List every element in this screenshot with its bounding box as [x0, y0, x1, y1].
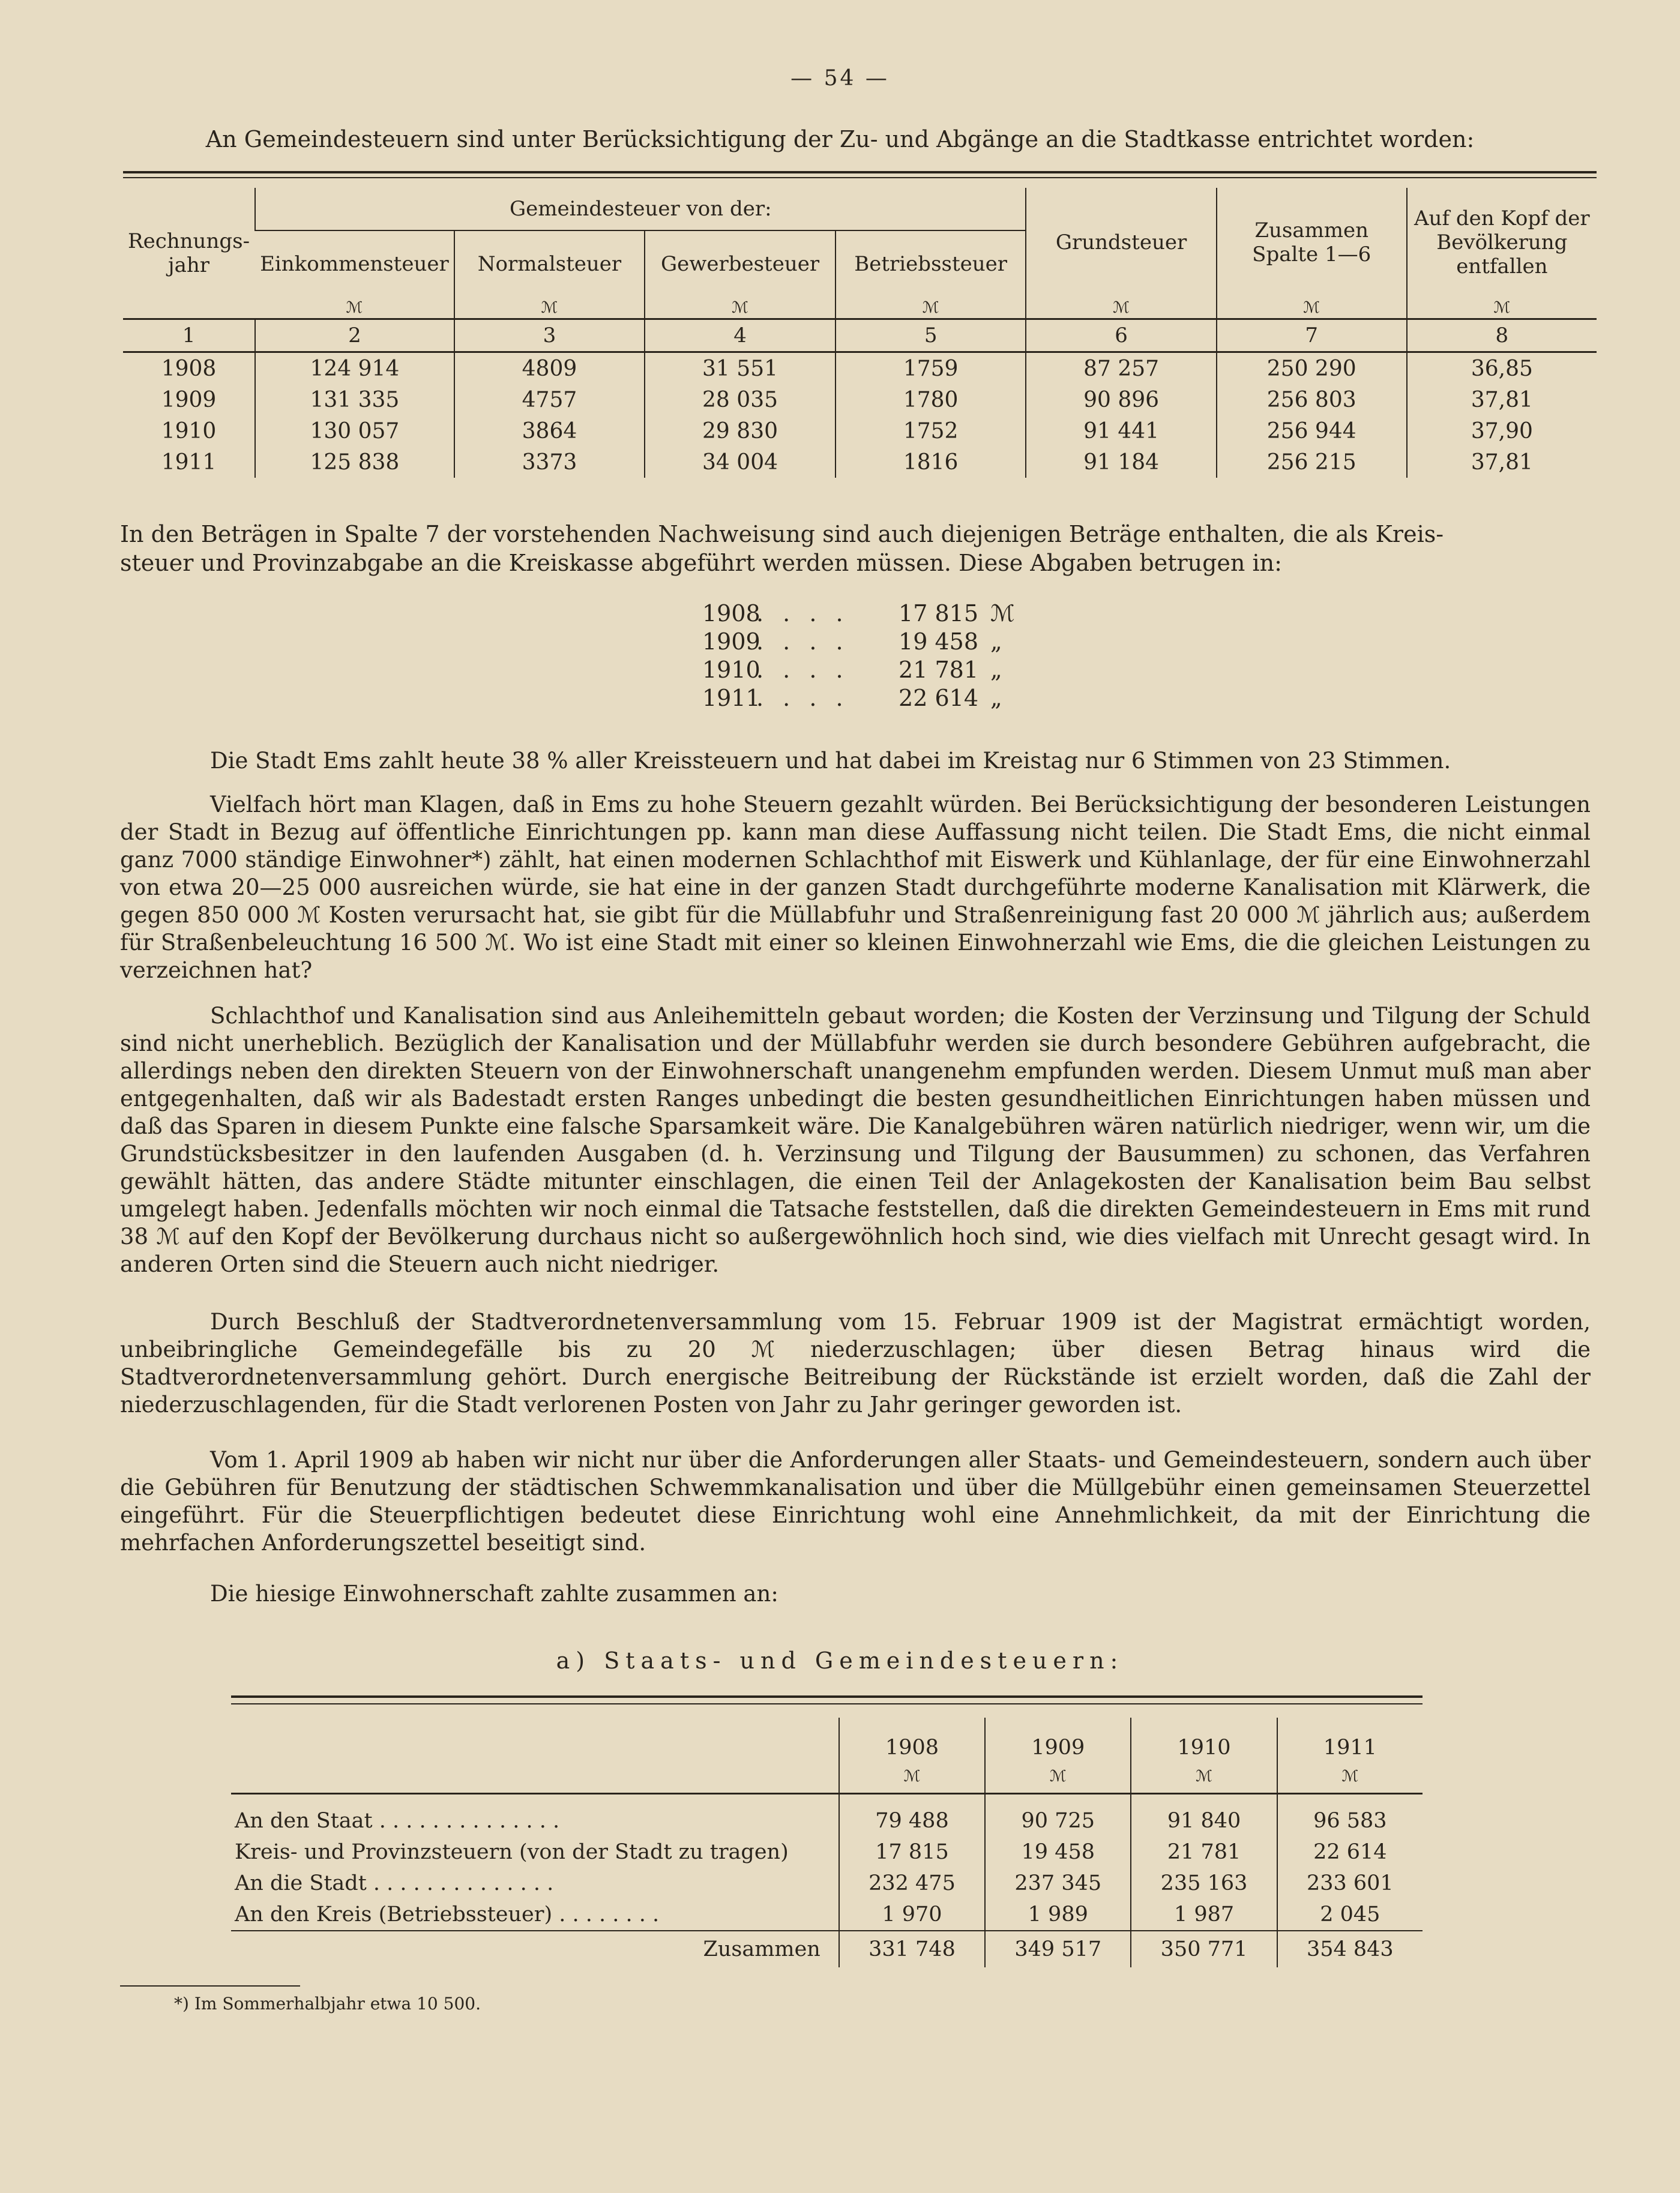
paragraph-einwohnerschaft: Die hiesige Einwohnerschaft zahlte zusammen an: [210, 1581, 778, 1607]
total-cell: 349 517 [985, 1931, 1131, 1967]
cell: 235 163 [1131, 1868, 1277, 1899]
cell: 79 488 [839, 1794, 985, 1837]
tax-table-1 [123, 188, 1597, 478]
column-number: 6 [1026, 319, 1216, 352]
unit: ℳ [990, 600, 1015, 627]
header-spacer [231, 1760, 839, 1794]
column-number: 7 [1217, 319, 1407, 352]
cell: 34 004 [645, 447, 835, 478]
header-rechnungsjahr: Rechnungs-jahr [128, 229, 250, 277]
unit-mark: ℳ [1131, 1760, 1277, 1794]
unit-mark: ℳ [454, 297, 645, 319]
amount: 19 458 [899, 628, 978, 655]
cell: 3373 [454, 447, 645, 478]
leader-dots: . . . . [756, 600, 849, 627]
cell: 91 840 [1131, 1794, 1277, 1837]
list-item [702, 657, 1020, 685]
cell: 17 815 [839, 1837, 985, 1868]
header-grundsteuer: Grundsteuer [1026, 188, 1216, 297]
total-cell: 350 771 [1131, 1931, 1277, 1967]
column-number: 5 [835, 319, 1026, 352]
kreis-abgaben-list [702, 600, 1020, 713]
cell: 90 896 [1026, 384, 1216, 415]
cell: 256 803 [1217, 384, 1407, 415]
header-year: 1909 [985, 1718, 1131, 1760]
cell: 125 838 [255, 447, 454, 478]
column-number: 1 [123, 319, 255, 352]
table1-top-rule-thin [123, 177, 1597, 178]
row-label: An den Kreis (Betriebssteuer) . . . . . . . . [235, 1903, 660, 1927]
cell: 28 035 [645, 384, 835, 415]
cell: 250 290 [1217, 352, 1407, 385]
unit-mark: ℳ [1217, 297, 1407, 319]
cell: 4757 [454, 384, 645, 415]
unit-mark: ℳ [839, 1760, 985, 1794]
paragraph-beschluss: Durch Beschluß der Stadtverordnetenversammlung vom 15. Februar 1909 ist der Magistrat ermächtigt worden, unbeibringliche Gemeindegefälle bis zu 20 ℳ niederzuschlagen; über diesen Betrag hinaus wird die Stadtverordnetenversammlung gehört. Durch energische Beitreibung der Rückstände ist erzielt worden, daß die Zahl der niederzuschlagenden, für die Stadt verlorenen Posten von Jahr zu Jahr geringer geworden ist. [120, 1309, 1591, 1418]
leader-dots: . . . . [756, 657, 849, 683]
total-label: Zusammen [231, 1931, 839, 1967]
list-item [702, 600, 1020, 628]
year: 1909 [702, 628, 760, 655]
cell: 37,81 [1407, 384, 1597, 415]
column-number: 3 [454, 319, 645, 352]
cell: 29 830 [645, 415, 835, 447]
cell: 1910 [161, 418, 217, 444]
table-row [123, 384, 1597, 415]
unit-mark: ℳ [1277, 1760, 1423, 1794]
year: 1911 [702, 685, 760, 711]
cell: 1759 [835, 352, 1026, 385]
cell: 1911 [161, 450, 217, 475]
cell: 37,81 [1407, 447, 1597, 478]
cell: 91 441 [1026, 415, 1216, 447]
year: 1908 [702, 600, 760, 627]
list-item [702, 685, 1020, 713]
header-year: 1908 [839, 1718, 985, 1760]
table-row [123, 447, 1597, 478]
table1-top-rule [123, 171, 1597, 173]
cell: 1 970 [839, 1899, 985, 1931]
header-betriebssteuer: Betriebssteuer [835, 230, 1026, 297]
amount: 21 781 [899, 657, 978, 683]
leader-dots: . . . . [756, 685, 849, 711]
cell: 96 583 [1277, 1794, 1423, 1837]
total-cell: 354 843 [1277, 1931, 1423, 1967]
cell: 256 944 [1217, 415, 1407, 447]
unit-mark: ℳ [346, 298, 363, 317]
header-normalsteuer: Normalsteuer [454, 230, 645, 297]
header-year: 1911 [1277, 1718, 1423, 1760]
heading-staats-gemeindesteuern: a) Staats- und Gemeindesteuern: [556, 1647, 1124, 1674]
cell: 237 345 [985, 1868, 1131, 1899]
total-row [231, 1931, 1423, 1967]
header-year: 1910 [1131, 1718, 1277, 1760]
cell: 232 475 [839, 1868, 985, 1899]
amount: 17 815 [899, 600, 978, 627]
cell: 87 257 [1026, 352, 1216, 385]
cell: 4809 [454, 352, 645, 385]
table2-top-rule-thin [231, 1703, 1423, 1704]
amount: 22 614 [899, 685, 978, 711]
header-gemeindesteuer: Gemeindesteuer von der: [255, 188, 1026, 230]
intro-text: An Gemeindesteuern sind unter Berücksichtigung der Zu- und Abgänge an die Stadtkasse entrichtet worden: [205, 126, 1475, 152]
leader-dots: . . . . [756, 628, 849, 655]
paragraph-april: Vom 1. April 1909 ab haben wir nicht nur über die Anforderungen aller Staats- und Gemeindesteuern, sondern auch über die Gebühren für Benutzung der städtischen Schwemmkanalisation und über die Müllgebühr einen gemeinsamen Steuerzettel eingeführt. Für die Steuerpflichtigen bedeutet diese Einrichtung wohl eine Annehmlichkeit, da mit der Einrichtung die mehrfachen Anforderungszettel beseitigt sind. [120, 1447, 1591, 1556]
cell: 36,85 [1407, 352, 1597, 385]
cell: 1780 [835, 384, 1026, 415]
cell: 1816 [835, 447, 1026, 478]
cell: 21 781 [1131, 1837, 1277, 1868]
cell: 37,90 [1407, 415, 1597, 447]
row-label: Kreis- und Provinzsteuern (von der Stadt zu tragen) [235, 1840, 789, 1864]
header-spacer [231, 1718, 839, 1760]
unit-mark: ℳ [835, 297, 1026, 319]
cell: 1752 [835, 415, 1026, 447]
cell: 256 215 [1217, 447, 1407, 478]
cell: 90 725 [985, 1794, 1131, 1837]
table-row [123, 352, 1597, 385]
unit-mark: ℳ [1407, 297, 1597, 319]
unit-mark: ℳ [1026, 297, 1216, 319]
unit: „ [990, 628, 1002, 655]
paragraph-schlachthof: Schlachthof und Kanalisation sind aus Anleihemitteln gebaut worden; die Kosten der Verzinsung und Tilgung der Schuld sind nicht unerheblich. Bezüglich der Kanalisation und der Müllabfuhr werden sie durch besondere Gebühren aufgebracht, die allerdings neben den direkten Steuern von der Einwohnerschaft unangenehm empfunden werden. Diesem Unmut muß man aber entgegenhalten, daß wir als Badestadt ersten Ranges unbedingt die besten gesundheitlichen Einrichtungen haben müssen und daß das Sparen in diesem Punkte eine falsche Sparsamkeit wäre. Die Kanalgebühren wären natürlich niedriger, wenn wir, um die Grundstücksbesitzer in den laufenden Ausgaben (d. h. Verzinsung und Tilgung der Bausummen) zu schonen, das Verfahren gewählt hätten, das andere Städte mitunter einschlagen, die einen Teil der Anlagekosten der Kanalisation beim Bau selbst umgelegt haben. Jedenfalls möchten wir noch einmal die Tatsache feststellen, daß die direkten Gemeindesteuern in Ems mit rund 38 ℳ auf den Kopf der Bevölkerung durchaus nicht so außergewöhnlich hoch sind, wie dies vielfach mit Unrecht gesagt wird. In anderen Orten sind die Steuern auch nicht niedriger. [120, 1003, 1591, 1277]
table-row [231, 1794, 1423, 1837]
tax-table-2 [231, 1718, 1423, 1967]
kreissteuer-line-1: In den Beträgen in Spalte 7 der vorstehenden Nachweisung sind auch diejenigen Beträge enthalten, die als Kreis- [120, 521, 1444, 547]
cell: 19 458 [985, 1837, 1131, 1868]
kreissteuer-line-2: steuer und Provinzabgabe an die Kreiskasse abgeführt werden müssen. Diese Abgaben betrugen in: [120, 550, 1282, 576]
header-einkommensteuer: Einkommensteuer [255, 230, 454, 297]
table2-top-rule [231, 1695, 1423, 1698]
cell: 2 045 [1277, 1899, 1423, 1931]
column-number: 8 [1407, 319, 1597, 352]
column-number: 2 [255, 319, 454, 352]
header-gewerbesteuer: Gewerbesteuer [645, 230, 835, 297]
unit-mark: ℳ [985, 1760, 1131, 1794]
footnote-rule [120, 1985, 300, 1987]
cell: 233 601 [1277, 1868, 1423, 1899]
row-label: An den Staat . . . . . . . . . . . . . . [235, 1809, 560, 1833]
table-row [231, 1899, 1423, 1931]
header-zusammen: Zusammen Spalte 1—6 [1217, 188, 1407, 297]
cell: 1908 [161, 356, 217, 381]
page-number: — 54 — [790, 66, 890, 91]
column-number: 4 [645, 319, 835, 352]
unit-mark: ℳ [645, 297, 835, 319]
total-cell: 331 748 [839, 1931, 985, 1967]
cell: 31 551 [645, 352, 835, 385]
table-row [231, 1837, 1423, 1868]
table-row [123, 415, 1597, 447]
paragraph-klagen: Vielfach hört man Klagen, daß in Ems zu hohe Steuern gezahlt würden. Bei Berücksichtigung der besonderen Leistungen der Stadt in Bezug auf öffentliche Einrichtungen pp. kann man diese Auffassung nicht teilen. Die Stadt Ems, die nicht einmal ganz 7000 ständige Einwohner*) zählt, hat einen modernen Schlachthof mit Eiswerk und Kühlanlage, der für eine Einwohnerzahl von etwa 20—25 000 ausreichen würde, sie hat eine in der ganzen Stadt durchgeführte moderne Kanalisation mit Klärwerk, die gegen 850 000 ℳ Kosten verursacht hat, sie gibt für die Müllabfuhr und Straßenreinigung fast 20 000 ℳ jährlich aus; außerdem für Straßenbeleuchtung 16 500 ℳ. Wo ist eine Stadt mit einer so kleinen Einwohnerzahl wie Ems, die die gleichen Leistungen zu verzeichnen hat? [120, 792, 1591, 983]
cell: 1909 [161, 387, 217, 412]
row-label: An die Stadt . . . . . . . . . . . . . . [235, 1871, 554, 1895]
header-kopf: Auf den Kopf der Bevölkerung entfallen [1407, 188, 1597, 297]
cell: 3864 [454, 415, 645, 447]
unit: „ [990, 657, 1002, 683]
cell: 124 914 [255, 352, 454, 385]
cell: 91 184 [1026, 447, 1216, 478]
cell: 1 987 [1131, 1899, 1277, 1931]
unit: „ [990, 685, 1002, 711]
cell: 131 335 [255, 384, 454, 415]
paragraph-ems: Die Stadt Ems zahlt heute 38 % aller Kreissteuern und hat dabei im Kreistag nur 6 Stimmen von 23 Stimmen. [210, 748, 1451, 774]
year: 1910 [702, 657, 760, 683]
list-item [702, 628, 1020, 657]
table-row [231, 1868, 1423, 1899]
cell: 22 614 [1277, 1837, 1423, 1868]
cell: 130 057 [255, 415, 454, 447]
footnote: *) Im Sommerhalbjahr etwa 10 500. [174, 1994, 481, 2014]
cell: 1 989 [985, 1899, 1131, 1931]
